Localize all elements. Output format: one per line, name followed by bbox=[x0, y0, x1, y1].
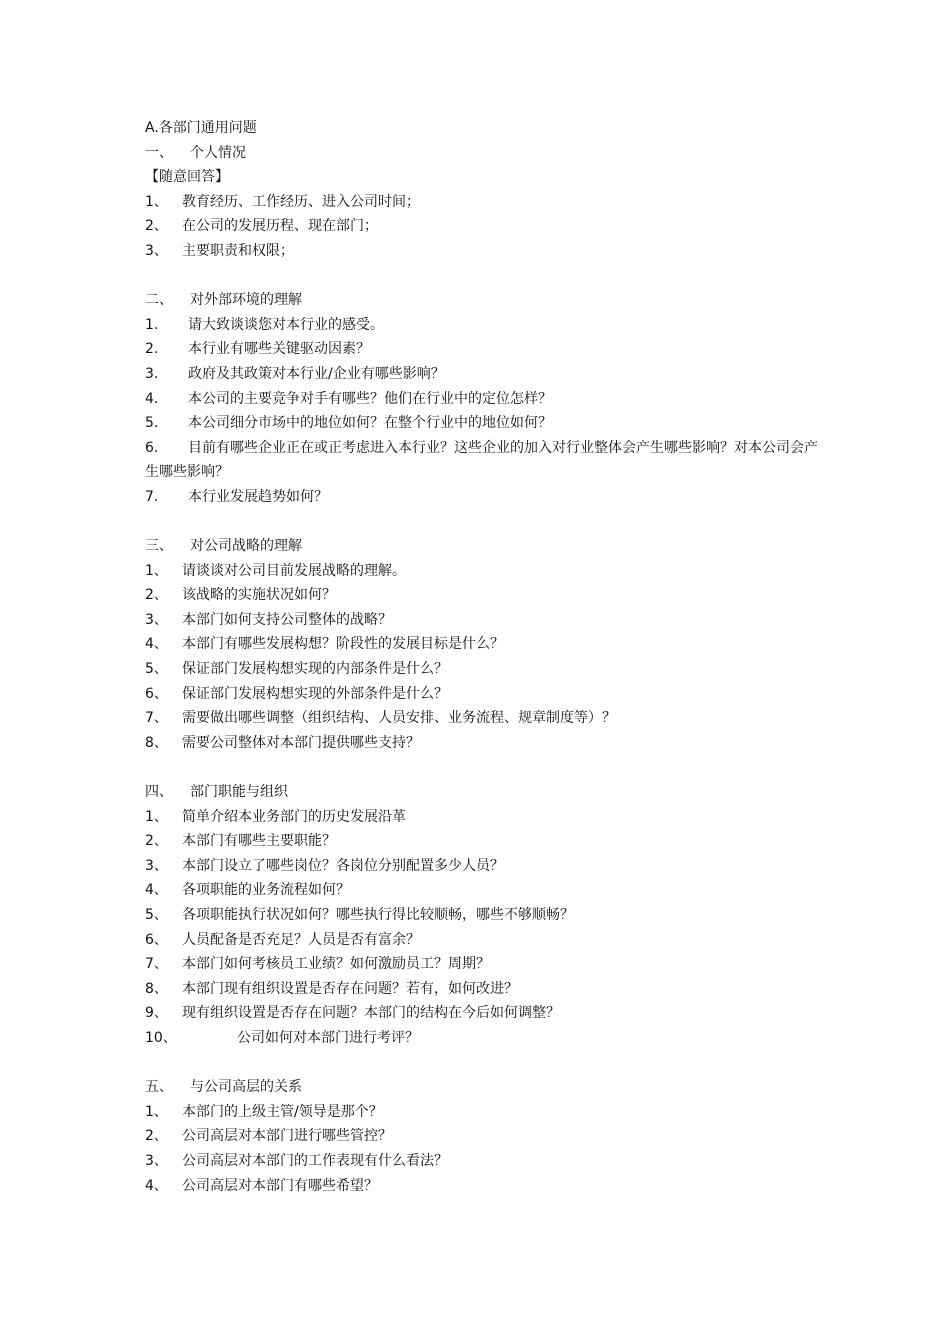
list-item bbox=[145, 1001, 825, 1026]
item-text: 请大致谈谈您对本行业的感受。 bbox=[188, 316, 384, 333]
section-number: 四、 bbox=[145, 784, 173, 801]
item-number: 9、 bbox=[145, 1005, 168, 1022]
item-number: 4、 bbox=[145, 636, 168, 653]
document-body bbox=[145, 116, 825, 1198]
item-text: 人员配备是否充足？人员是否有富余？ bbox=[182, 931, 420, 948]
item-text: 请谈谈对公司目前发展战略的理解。 bbox=[182, 562, 406, 579]
item-text: 公司高层对本部门的工作表现有什么看法？ bbox=[182, 1152, 448, 1169]
item-text: 本部门有哪些主要职能？ bbox=[182, 833, 336, 850]
section-title: 对公司战略的理解 bbox=[190, 538, 302, 555]
item-text: 目前有哪些企业正在或正考虑进入本行业？这些企业的加入对行业整体会产生哪些影响？对本公司会产生哪些影响？ bbox=[145, 439, 818, 481]
list-item bbox=[145, 190, 825, 215]
item-number: 6. bbox=[145, 439, 159, 456]
item-number: 3、 bbox=[145, 242, 168, 259]
list-item bbox=[145, 928, 825, 953]
item-number: 3、 bbox=[145, 857, 168, 874]
section-number: 一、 bbox=[145, 144, 173, 161]
item-number: 4、 bbox=[145, 882, 168, 899]
item-text: 本部门有哪些发展构想？阶段性的发展目标是什么？ bbox=[182, 636, 504, 653]
section-senior-management bbox=[145, 1075, 825, 1198]
section-company-strategy bbox=[145, 534, 825, 755]
item-text: 需要公司整体对本部门提供哪些支持？ bbox=[182, 734, 420, 751]
section-number: 三、 bbox=[145, 538, 173, 555]
item-number: 7、 bbox=[145, 710, 168, 727]
item-number: 3、 bbox=[145, 611, 168, 628]
list-item bbox=[145, 559, 825, 584]
item-text: 本部门设立了哪些岗位？各岗位分别配置多少人员？ bbox=[182, 857, 504, 874]
section-personal bbox=[145, 141, 825, 264]
item-text: 现有组织设置是否存在问题？本部门的结构在今后如何调整？ bbox=[182, 1005, 560, 1022]
item-number: 1、 bbox=[145, 808, 168, 825]
section-number: 二、 bbox=[145, 292, 173, 309]
item-text: 本行业有哪些关键驱动因素？ bbox=[188, 341, 370, 358]
item-text: 本部门的上级主管/领导是那个？ bbox=[182, 1103, 383, 1120]
item-number: 1、 bbox=[145, 562, 168, 579]
document-title: A.各部门通用问题 bbox=[145, 120, 257, 136]
list-item bbox=[145, 805, 825, 830]
item-number: 4、 bbox=[145, 1177, 168, 1194]
item-text: 公司高层对本部门有哪些希望？ bbox=[182, 1177, 378, 1194]
item-number: 10、 bbox=[145, 1029, 177, 1046]
list-item bbox=[145, 632, 825, 657]
list-item bbox=[145, 706, 825, 731]
list-item bbox=[145, 977, 825, 1002]
list-item bbox=[145, 952, 825, 977]
blank-line bbox=[145, 1051, 825, 1076]
item-number: 6、 bbox=[145, 931, 168, 948]
blank-line bbox=[145, 755, 825, 780]
item-text: 保证部门发展构想实现的内部条件是什么？ bbox=[182, 661, 448, 678]
section-heading bbox=[145, 141, 825, 166]
list-item bbox=[145, 878, 825, 903]
item-number: 1、 bbox=[145, 193, 168, 210]
item-text: 公司如何对本部门进行考评？ bbox=[237, 1029, 419, 1046]
item-text: 本行业发展趋势如何？ bbox=[188, 488, 328, 505]
section-heading bbox=[145, 1075, 825, 1100]
section-heading bbox=[145, 534, 825, 559]
list-item bbox=[145, 362, 825, 387]
list-item bbox=[145, 682, 825, 707]
list-item bbox=[145, 657, 825, 682]
list-item bbox=[145, 337, 825, 362]
item-text: 在公司的发展历程、现在部门； bbox=[182, 218, 378, 235]
item-number: 8、 bbox=[145, 980, 168, 997]
item-text: 政府及其政策对本行业/企业有哪些影响？ bbox=[188, 365, 445, 382]
list-item bbox=[145, 608, 825, 633]
item-text: 本部门如何考核员工业绩？如何激励员工？周期？ bbox=[182, 956, 490, 973]
item-number: 2、 bbox=[145, 218, 168, 235]
item-text: 各项职能的业务流程如何？ bbox=[182, 882, 350, 899]
item-text: 公司高层对本部门进行哪些管控？ bbox=[182, 1128, 392, 1145]
list-item bbox=[145, 1174, 825, 1199]
section-note: 【随意回答】 bbox=[145, 169, 229, 186]
item-number: 2、 bbox=[145, 1128, 168, 1145]
list-item bbox=[145, 1124, 825, 1149]
item-number: 8、 bbox=[145, 734, 168, 751]
item-text: 各项职能执行状况如何？哪些执行得比较顺畅，哪些不够顺畅？ bbox=[182, 907, 574, 923]
item-text: 本公司的主要竞争对手有哪些？他们在行业中的定位怎样？ bbox=[188, 390, 552, 407]
item-number: 7. bbox=[145, 488, 159, 505]
item-number: 2、 bbox=[145, 833, 168, 850]
item-number: 4. bbox=[145, 390, 159, 407]
list-item bbox=[145, 583, 825, 608]
item-number: 5、 bbox=[145, 907, 168, 923]
list-item bbox=[145, 214, 825, 239]
section-title: 对外部环境的理解 bbox=[190, 292, 302, 309]
list-item bbox=[145, 854, 825, 879]
item-text: 主要职责和权限； bbox=[182, 242, 294, 259]
section-title: 部门职能与组织 bbox=[190, 784, 288, 801]
item-text: 教育经历、工作经历、进入公司时间； bbox=[182, 193, 420, 210]
section-title: 个人情况 bbox=[190, 144, 246, 161]
item-number: 7、 bbox=[145, 956, 168, 973]
item-text: 保证部门发展构想实现的外部条件是什么？ bbox=[182, 685, 448, 702]
item-text: 需要做出哪些调整（组织结构、人员安排、业务流程、规章制度等）？ bbox=[182, 710, 616, 727]
item-text: 本部门现有组织设置是否存在问题？若有，如何改进？ bbox=[182, 980, 518, 997]
item-text: 简单介绍本业务部门的历史发展沿革 bbox=[182, 808, 406, 825]
list-item bbox=[145, 239, 825, 264]
blank-line bbox=[145, 510, 825, 535]
list-item bbox=[145, 485, 825, 510]
item-number: 2. bbox=[145, 341, 159, 358]
section-heading bbox=[145, 288, 825, 313]
item-number: 5. bbox=[145, 415, 159, 432]
list-item bbox=[145, 829, 825, 854]
item-number: 1、 bbox=[145, 1103, 168, 1120]
blank-line bbox=[145, 264, 825, 289]
item-number: 5、 bbox=[145, 661, 168, 678]
section-heading bbox=[145, 780, 825, 805]
list-item bbox=[145, 313, 825, 338]
list-item bbox=[145, 1100, 825, 1125]
list-item bbox=[145, 387, 825, 412]
section-department-functions bbox=[145, 780, 825, 1051]
list-item bbox=[145, 436, 825, 485]
section-number: 五、 bbox=[145, 1079, 173, 1096]
list-item bbox=[145, 411, 825, 436]
item-text: 本公司细分市场中的地位如何？在整个行业中的地位如何？ bbox=[188, 415, 552, 432]
section-external-environment bbox=[145, 288, 825, 509]
list-item bbox=[145, 903, 825, 928]
section-title: 与公司高层的关系 bbox=[190, 1079, 302, 1096]
list-item bbox=[145, 1026, 825, 1051]
item-number: 3、 bbox=[145, 1152, 168, 1169]
item-text: 本部门如何支持公司整体的战略？ bbox=[182, 611, 392, 628]
list-item bbox=[145, 1149, 825, 1174]
item-number: 6、 bbox=[145, 685, 168, 702]
item-number: 2、 bbox=[145, 587, 168, 604]
item-text: 该战略的实施状况如何？ bbox=[182, 587, 336, 604]
list-item bbox=[145, 731, 825, 756]
item-number: 3. bbox=[145, 365, 159, 382]
item-number: 1. bbox=[145, 316, 159, 333]
